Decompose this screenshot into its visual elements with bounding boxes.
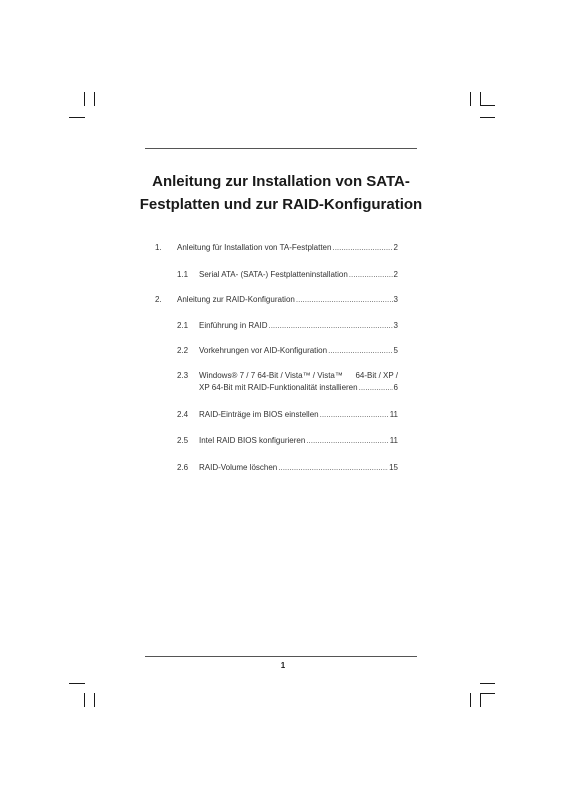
title-line-1: Anleitung zur Installation von SATA- bbox=[152, 173, 410, 190]
crop-mark-top-left-h bbox=[69, 117, 85, 118]
toc-text: Anleitung für Installation von TA-Festplatten bbox=[177, 243, 332, 252]
toc-leader bbox=[320, 409, 389, 420]
toc-leader bbox=[359, 382, 393, 394]
title-line-2: Festplatten und zur RAID-Konfiguration bbox=[139, 196, 423, 213]
crop-mark-bottom-right-h bbox=[480, 683, 495, 684]
toc-page: 6 bbox=[393, 383, 398, 392]
crop-mark-top-left-v2 bbox=[94, 92, 95, 106]
toc-number: 2.6 bbox=[177, 463, 189, 472]
toc-number: 1. bbox=[155, 243, 162, 252]
toc-leader bbox=[278, 462, 388, 473]
crop-mark-top-left-v1 bbox=[84, 92, 85, 106]
toc-text: XP 64-Bit mit RAID-Funktionalität installieren bbox=[199, 383, 358, 392]
toc-text-part: Windows® 7 / 7 64-Bit / Vista™ / Vista™ bbox=[199, 371, 343, 380]
toc-number: 2.5 bbox=[177, 436, 189, 445]
toc-number: 2.2 bbox=[177, 346, 189, 355]
crop-mark-top-right-v2 bbox=[480, 92, 481, 106]
toc-leader bbox=[328, 345, 392, 356]
toc-text: Vorkehrungen vor AID-Konfiguration bbox=[199, 346, 328, 355]
toc-entry-multiline bbox=[199, 370, 398, 394]
toc-number: 2.3 bbox=[177, 371, 189, 380]
toc-leader bbox=[268, 320, 392, 331]
toc-page: 11 bbox=[389, 410, 398, 419]
toc-text-part: 64-Bit / XP / bbox=[355, 371, 398, 380]
toc-text: Einführung in RAID bbox=[199, 321, 268, 330]
toc-page: 11 bbox=[389, 436, 398, 445]
toc-page: 3 bbox=[393, 321, 398, 330]
crop-mark-bottom-left-h bbox=[69, 683, 85, 684]
toc-page: 3 bbox=[393, 295, 398, 304]
header-rule bbox=[145, 148, 417, 149]
toc-leader bbox=[296, 294, 393, 305]
toc-number: 1.1 bbox=[177, 270, 189, 279]
document-title bbox=[135, 170, 427, 216]
toc-leader bbox=[349, 269, 393, 280]
toc-leader bbox=[332, 242, 392, 253]
toc-text: RAID-Volume löschen bbox=[199, 463, 278, 472]
toc-leader bbox=[306, 435, 388, 446]
toc-text: Anleitung zur RAID-Konfiguration bbox=[177, 295, 295, 304]
crop-mark-bottom-right-h2 bbox=[480, 693, 495, 694]
toc-number: 2.1 bbox=[177, 321, 189, 330]
crop-mark-bottom-left-v2 bbox=[94, 693, 95, 707]
toc-number: 2. bbox=[155, 295, 162, 304]
crop-mark-bottom-right-v2 bbox=[480, 693, 481, 707]
crop-mark-bottom-right-v1 bbox=[470, 693, 471, 707]
toc-page: 2 bbox=[393, 243, 398, 252]
toc-text: RAID-Einträge im BIOS einstellen bbox=[199, 410, 319, 419]
toc-page: 15 bbox=[389, 463, 398, 472]
crop-mark-top-right-h bbox=[480, 105, 495, 106]
toc-number: 2.4 bbox=[177, 410, 189, 419]
footer-rule bbox=[145, 656, 417, 657]
crop-mark-top-right-v1 bbox=[470, 92, 471, 106]
crop-mark-bottom-left-v1 bbox=[84, 693, 85, 707]
toc-text: Intel RAID BIOS konfigurieren bbox=[199, 436, 306, 445]
page-number: 1 bbox=[280, 661, 286, 670]
toc-text: Serial ATA- (SATA-) Festplatteninstallation bbox=[199, 270, 348, 279]
toc-page: 2 bbox=[393, 270, 398, 279]
toc-page: 5 bbox=[393, 346, 398, 355]
crop-mark-top-right-h2 bbox=[480, 117, 495, 118]
